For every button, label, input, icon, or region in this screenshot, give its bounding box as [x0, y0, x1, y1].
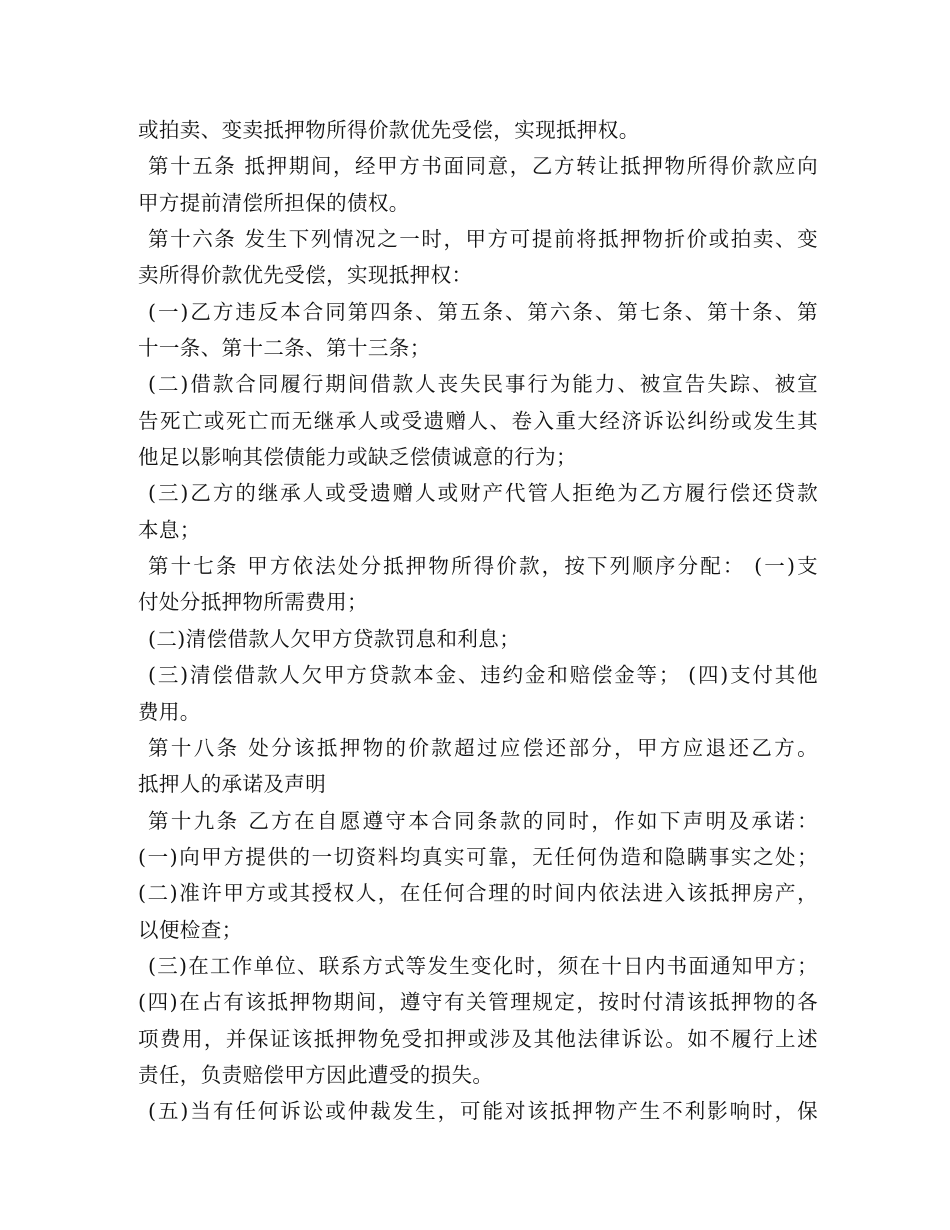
- text-line: (五)当有任何诉讼或仲裁发生，可能对该抵押物产生不利影响时，保: [148, 1099, 818, 1124]
- text-line: (二)清偿借款人欠甲方贷款罚息和利息；: [148, 626, 521, 651]
- text-line: (三)在工作单位、联系方式等发生变化时，须在十日内书面通知甲方；: [148, 953, 818, 978]
- text-line: 第十七条 甲方依法处分抵押物所得价款，按下列顺序分配： (一)支: [148, 554, 818, 579]
- text-line: 第十六条 发生下列情况之一时，甲方可提前将抵押物折价或拍卖、变: [148, 227, 818, 252]
- text-line: 项费用，并保证该抵押物免受扣押或涉及其他法律诉讼。如不履行上述: [138, 1026, 818, 1051]
- text-line: (一)乙方违反本合同第四条、第五条、第六条、第七条、第十条、第: [148, 299, 818, 324]
- text-line: 第十八条 处分该抵押物的价款超过应偿还部分，甲方应退还乙方。: [148, 735, 818, 760]
- text-line: 他足以影响其偿债能力或缺乏偿债诚意的行为；: [138, 445, 577, 470]
- text-line: 第十九条 乙方在自愿遵守本合同条款的同时，作如下声明及承诺：: [148, 808, 818, 833]
- text-line: 责任，负责赔偿甲方因此遭受的损失。: [138, 1062, 494, 1087]
- text-line: 本息；: [138, 517, 201, 542]
- text-line: 付处分抵押物所需费用；: [138, 590, 368, 615]
- text-line: 以便检查；: [138, 917, 243, 942]
- text-line: (一)向甲方提供的一切资料均真实可靠，无任何伪造和隐瞒事实之处；: [138, 844, 818, 869]
- text-line: 告死亡或死亡而无继承人或受遗赠人、卷入重大经济诉讼纠纷或发生其: [138, 408, 818, 433]
- text-line: (二)准许甲方或其授权人，在任何合理的时间内依法进入该抵押房产，: [138, 881, 818, 906]
- text-line: 十一条、第十二条、第十三条；: [138, 336, 431, 361]
- text-line: 甲方提前清偿所担保的债权。: [138, 190, 410, 215]
- document-page: [138, 112, 818, 1130]
- text-line: (三)乙方的继承人或受遗赠人或财产代管人拒绝为乙方履行偿还贷款: [148, 481, 818, 506]
- text-line: (四)在占有该抵押物期间，遵守有关管理规定，按时付清该抵押物的各: [138, 990, 818, 1015]
- text-line: 费用。: [138, 699, 201, 724]
- text-line: (三)清偿借款人欠甲方贷款本金、违约金和赔偿金等； (四)支付其他: [148, 663, 818, 688]
- text-line: 第十五条 抵押期间，经甲方书面同意，乙方转让抵押物所得价款应向: [148, 154, 818, 179]
- text-line: 抵押人的承诺及声明: [138, 772, 327, 797]
- text-line: 或拍卖、变卖抵押物所得价款优先受偿，实现抵押权。: [138, 118, 640, 142]
- text-line: (二)借款合同履行期间借款人丧失民事行为能力、被宣告失踪、被宣: [148, 372, 818, 397]
- text-line: 卖所得价款优先受偿，实现抵押权：: [138, 263, 473, 288]
